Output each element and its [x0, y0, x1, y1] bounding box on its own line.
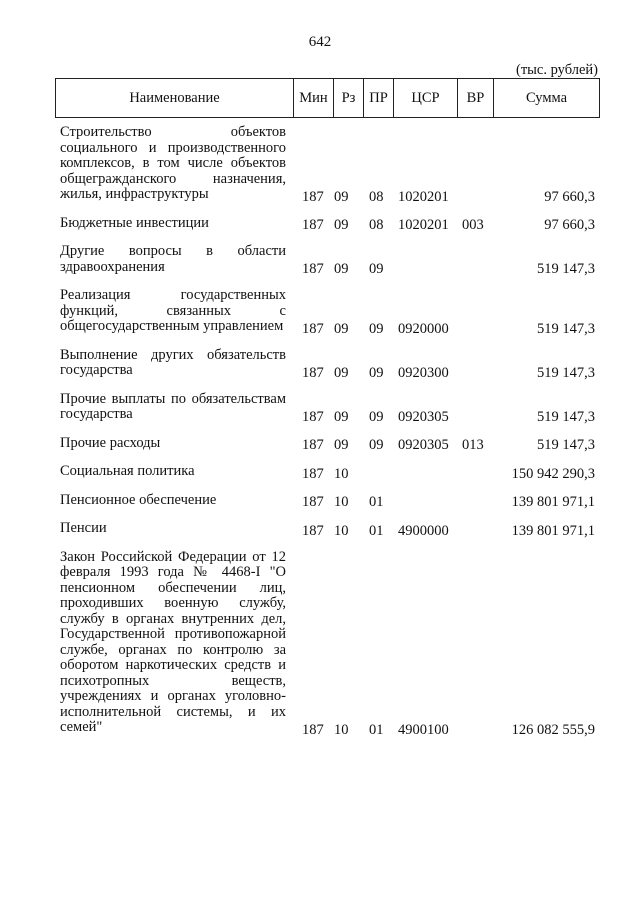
header-rz: Рз — [333, 79, 363, 117]
table-row — [60, 125, 595, 203]
row-min: 187 — [302, 494, 324, 510]
header-csr: ЦСР — [393, 79, 457, 117]
row-rz: 09 — [334, 261, 349, 277]
row-name: Строительство объектов социального и производственного комплексов, в том числе объектов общегражданского назначения, жилья, инфраструктуры — [60, 124, 286, 202]
row-pr: 01 — [369, 522, 384, 539]
row-csr: 0920000 — [398, 320, 449, 337]
row-sum: 519 147,3 — [537, 437, 595, 453]
row-pr: 09 — [369, 437, 384, 453]
row-rz: 10 — [334, 522, 349, 539]
row-pr: 08 — [369, 217, 384, 233]
row-min: 187 — [302, 721, 324, 738]
row-sum: 126 082 555,9 — [511, 721, 595, 738]
row-csr: 0920305 — [398, 408, 449, 425]
row-name: Пенсионное обеспечение — [60, 491, 217, 508]
table-row — [60, 244, 595, 275]
row-rz: 09 — [334, 320, 349, 337]
row-name: Пенсии — [60, 520, 107, 536]
row-rz: 09 — [334, 437, 349, 453]
row-pr: 09 — [369, 320, 384, 337]
row-rz: 09 — [334, 217, 349, 233]
header-pr: ПР — [363, 79, 393, 117]
row-rz: 10 — [334, 721, 349, 738]
row-name: Реализация государственных функций, связанных с общегосударственным управлением — [60, 287, 286, 334]
units-label: (тыс. рублей) — [516, 62, 598, 78]
row-sum: 519 147,3 — [537, 261, 595, 277]
row-rz: 09 — [334, 188, 349, 205]
row-sum: 139 801 971,1 — [511, 494, 595, 510]
row-min: 187 — [302, 408, 324, 425]
table-row — [60, 392, 595, 423]
table-row — [60, 436, 595, 452]
row-min: 187 — [302, 320, 324, 337]
row-pr: 01 — [369, 721, 384, 738]
row-name: Социальная политика — [60, 463, 195, 479]
row-rz: 10 — [334, 494, 349, 510]
row-min: 187 — [302, 261, 324, 277]
row-pr: 09 — [369, 408, 384, 425]
header-name: Наименование — [55, 79, 293, 117]
row-min: 187 — [302, 364, 324, 381]
row-rz: 09 — [334, 408, 349, 425]
table-row — [60, 348, 595, 379]
row-csr: 4900100 — [398, 721, 449, 738]
row-sum: 139 801 971,1 — [511, 522, 595, 539]
row-vr: 013 — [462, 437, 484, 453]
row-sum: 97 660,3 — [544, 188, 595, 205]
row-pr: 09 — [369, 261, 384, 277]
table-header — [55, 78, 600, 118]
row-csr: 0920305 — [398, 437, 449, 453]
row-csr: 0920300 — [398, 364, 449, 381]
table-row — [60, 521, 595, 537]
table-body — [60, 125, 595, 749]
row-vr: 003 — [462, 217, 484, 233]
row-min: 187 — [302, 465, 324, 482]
row-csr: 1020201 — [398, 217, 449, 233]
row-pr: 09 — [369, 364, 384, 381]
row-pr: 08 — [369, 188, 384, 205]
table-row — [60, 464, 595, 480]
row-min: 187 — [302, 217, 324, 233]
row-sum: 519 147,3 — [537, 320, 595, 337]
row-sum: 519 147,3 — [537, 364, 595, 381]
header-sum: Сумма — [493, 79, 600, 117]
row-name: Другие вопросы в области здравоохранения — [60, 243, 286, 275]
header-vr: ВР — [457, 79, 493, 117]
table-row — [60, 216, 595, 232]
page-number: 642 — [308, 34, 332, 50]
row-name: Бюджетные инвестиции — [60, 214, 209, 231]
row-csr: 4900000 — [398, 522, 449, 539]
row-name: Прочие выплаты по обязательствам государства — [60, 390, 286, 422]
row-csr: 1020201 — [398, 188, 449, 205]
row-name: Прочие расходы — [60, 434, 161, 451]
row-min: 187 — [302, 437, 324, 453]
row-rz: 09 — [334, 364, 349, 381]
header-min: Мин — [293, 79, 333, 117]
row-min: 187 — [302, 188, 324, 205]
row-sum: 519 147,3 — [537, 408, 595, 425]
table-row — [60, 288, 595, 335]
row-sum: 97 660,3 — [544, 217, 595, 233]
row-rz: 10 — [334, 465, 349, 482]
row-name: Выполнение других обязательств государства — [60, 346, 286, 378]
row-name: Закон Российской Федерации от 12 февраля 1993 года № 4468-I "О пенсионном обеспечении лиц, проходивших военную службу, службу в органах внутренних дел, Государственной противопожарной службе, органах по контролю за оборотом наркотических средств и психотропных веществ, учреждениях и органах уголовно-исполнительной системы, и их семей" — [60, 548, 286, 735]
row-min: 187 — [302, 522, 324, 539]
table-row — [60, 550, 595, 736]
row-pr: 01 — [369, 494, 384, 510]
row-sum: 150 942 290,3 — [511, 465, 595, 482]
table-row — [60, 493, 595, 509]
